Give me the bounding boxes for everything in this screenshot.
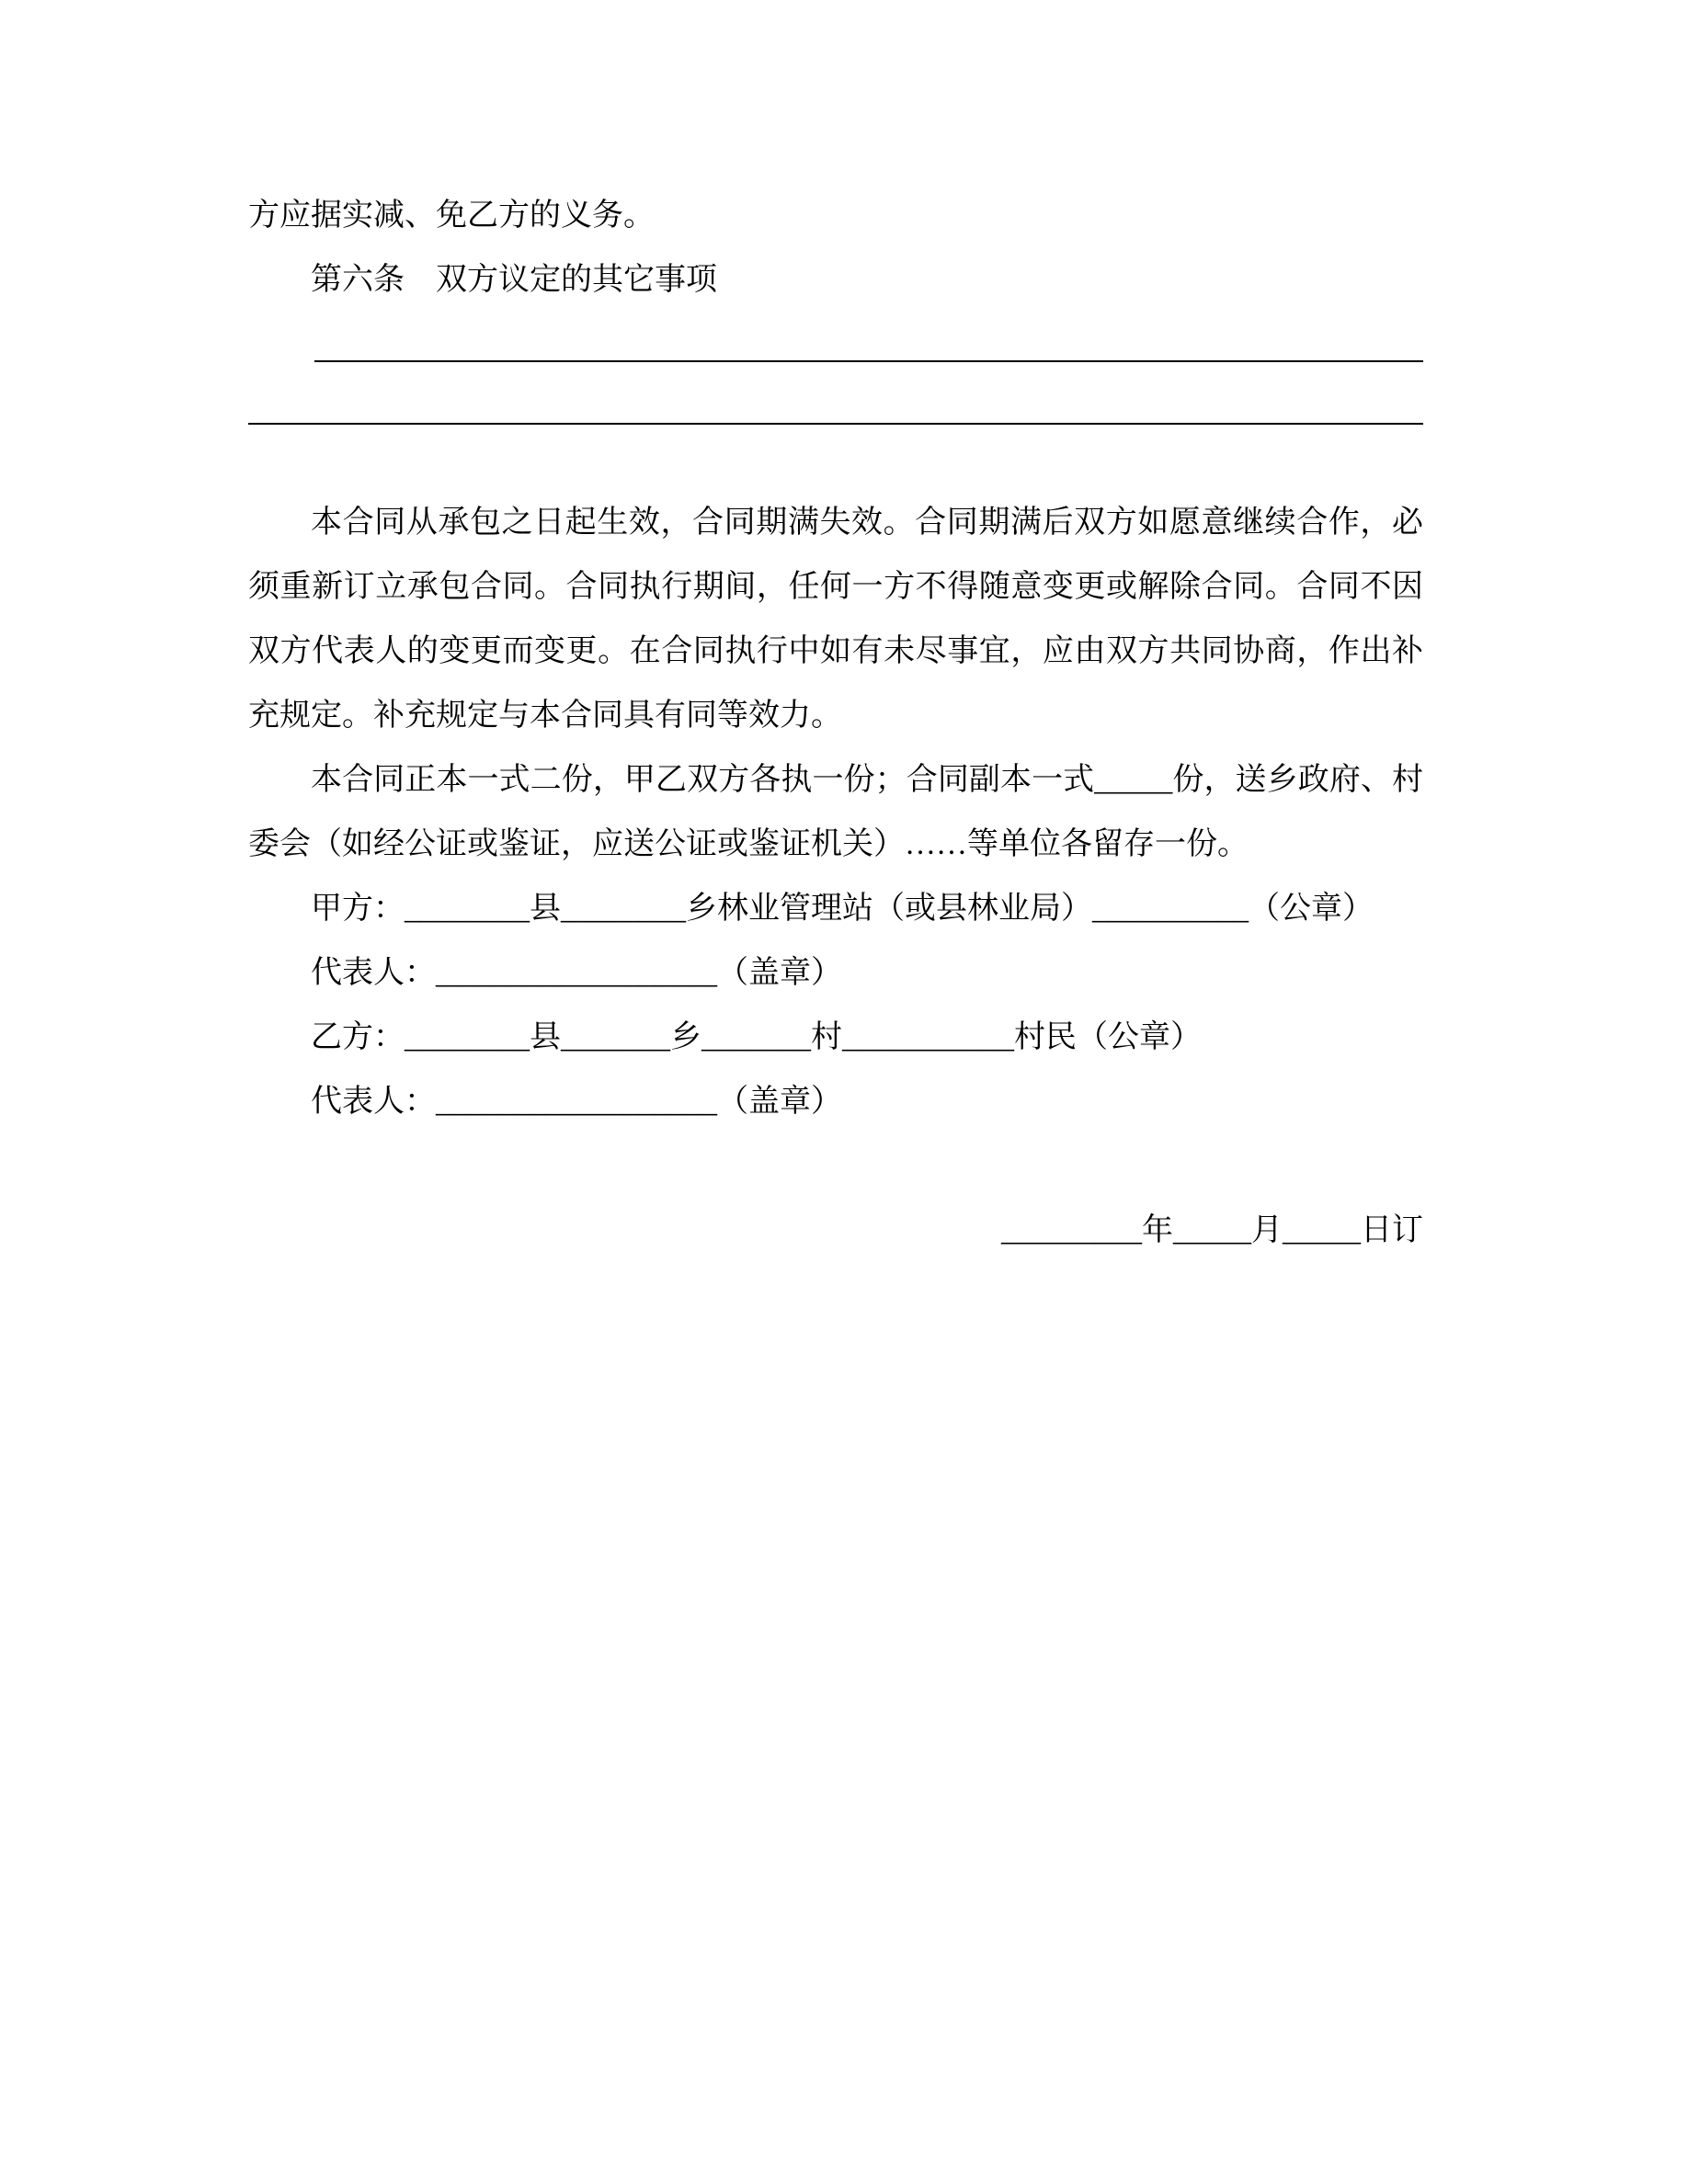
party-b-rep-line: 代表人：__________________（盖章） <box>311 1085 842 1119</box>
blank-fill-line-1 <box>314 360 1423 362</box>
date-line: _________年_____月_____日订 <box>1001 1213 1423 1247</box>
carryover-text: 方应据实减、免乙方的义务。 <box>248 199 655 233</box>
copies-paragraph: 本合同正本一式二份，甲乙双方各执一份；合同副本一式_____份，送乡政府、村委会（如经公证或鉴证，应送公证或鉴证机关）……等单位各留存一份。 <box>248 763 1423 861</box>
contract-body <box>248 184 1423 1263</box>
validity-paragraph: 本合同从承包之日起生效，合同期满失效。合同期满后双方如愿意继续合作，必须重新订立承包合同。合同执行期间，任何一方不得随意变更或解除合同。合同不因双方代表人的变更而变更。在合同执行中如有未尽事宜，应由双方共同协商，作出补充规定。补充规定与本合同具有同等效力。 <box>248 506 1423 733</box>
clause6-heading: 第六条 双方议定的其它事项 <box>311 263 717 297</box>
blank-fill-line-2 <box>248 423 1423 425</box>
party-a-rep-line: 代表人：__________________（盖章） <box>311 956 842 990</box>
party-b-line: 乙方：________县_______乡_______村___________村民（公章） <box>311 1020 1202 1054</box>
party-a-line: 甲方：________县________乡林业管理站（或县林业局）__________（公章） <box>311 892 1374 926</box>
